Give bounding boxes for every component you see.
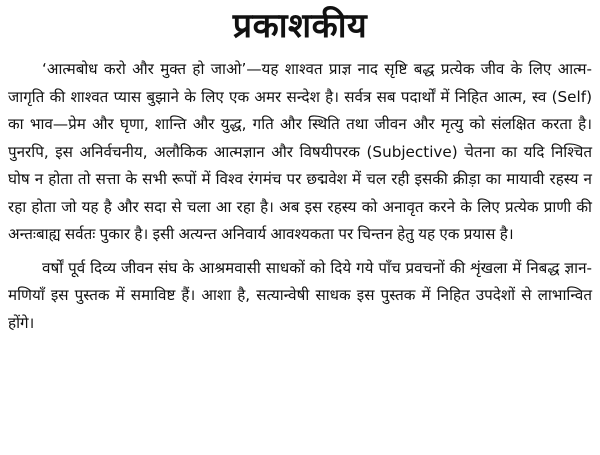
page-title: प्रकाशकीय (232, 6, 368, 46)
paragraph-2: वर्षों पूर्व दिव्य जीवन संघ के आश्रमवासी साधकों को दिये गये पाँच प्रवचनों की शृंखला में निबद्ध ज्ञान-मणियाँ इस पुस्तक में समाविष्ट हैं। आशा है, सत्यान्वेषी साधक इस पुस्तक में निहित उपदेशों से लाभान्वित होंगे। (8, 258, 592, 332)
paragraph-1: ‘आत्मबोध करो और मुक्त हो जाओ’—यह शाश्वत प्राज्ञ नाद सृष्टि बद्ध प्रत्येक जीव के लिए आत्म-जागृति की शाश्वत प्यास बुझाने के लिए एक अमर सन्देश है। सर्वत्र सब पदार्थों में निहित आत्म, स्व (Self) का भाव—प्रेम और घृणा, शान्ति और युद्ध, गति और स्थिति तथा जीवन और मृत्यु को संलक्षित करता है। पुनरपि, इस अनिर्वचनीय, अलौकिक आत्मज्ञान और विषयीपरक (Subjective) चेतना का यदि निश्चित घोष न होता तो सत्ता के सभी रूपों में विश्व रंगमंच पर छद्मवेश में चल रही इसकी क्रीड़ा का मायावी रहस्य न रहा होता जो यह है और सदा से चला आ रहा है। अब इस रहस्य को अनावृत करने के लिए प्रत्येक प्राणी की अन्तःबाह्य सर्वतः पुकार है। इसी अत्यन्त अनिवार्य आवश्यकता पर चिन्तन हेतु यह एक प्रयास है। (8, 60, 592, 243)
